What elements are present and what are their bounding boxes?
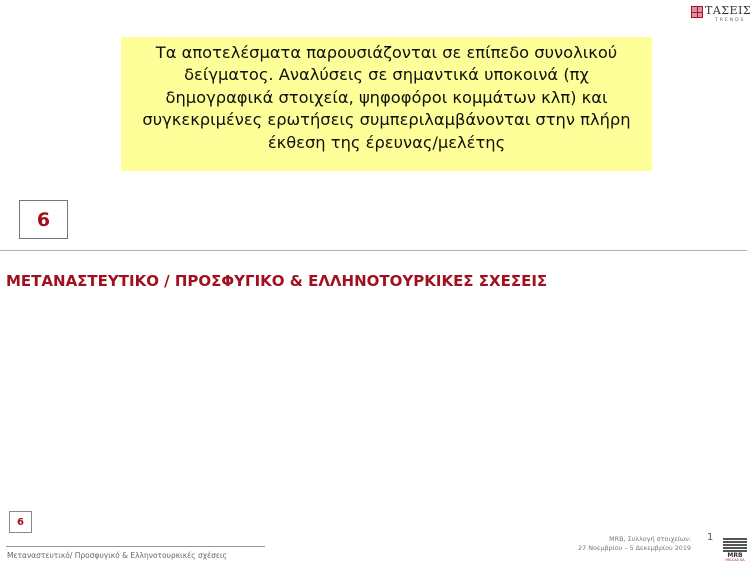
section-title: ΜΕΤΑΝΑΣΤΕΥΤΙΚΟ / ΠΡΟΣΦΥΓΙΚΟ & ΕΛΛΗΝΟΤΟΥΡΚΙΚΕΣ ΣΧΕΣΕΙΣ [6,272,548,290]
mrb-logo-text: MRB [727,552,743,559]
page-number: 1 [707,532,714,543]
mrb-logo-subtext: HELLAS SA [725,558,745,562]
footer-collection-line1: MRB, Συλλογή στοιχείων: [609,535,691,543]
section-number-small: 6 [9,511,32,533]
section-number-badge: 6 [19,200,68,239]
footer-section-label: Μεταναστευτικό/ Προσφυγικό & Ελληνοτουρκικές σχέσεις [7,551,227,560]
mrb-logo [723,538,747,560]
logo-mark-icon [691,6,703,18]
header-divider [0,250,747,251]
footer-collection-info [578,535,691,553]
footer-divider [6,546,265,547]
logo-brand-text: ΤΑΣΕΙΣ [705,4,752,17]
tasis-trends-logo [691,4,752,26]
results-note: Τα αποτελέσματα παρουσιάζονται σε επίπεδο συνολικού δείγματος. Αναλύσεις σε σημαντικά υποκοινά (πχ δημογραφικά στοιχεία, ψηφοφόροι κομμάτων κλπ) και συγκεκριμένες ερωτήσεις συμπεριλαμβάνονται στην πλήρη έκθεση της έρευνας/μελέτης [121,37,652,171]
mrb-logo-bars-icon [723,538,747,552]
logo-subtitle: TRENDS [715,18,746,23]
footer-collection-line2: 27 Νοεμβρίου – 5 Δεκεμβρίου 2019 [578,544,691,552]
